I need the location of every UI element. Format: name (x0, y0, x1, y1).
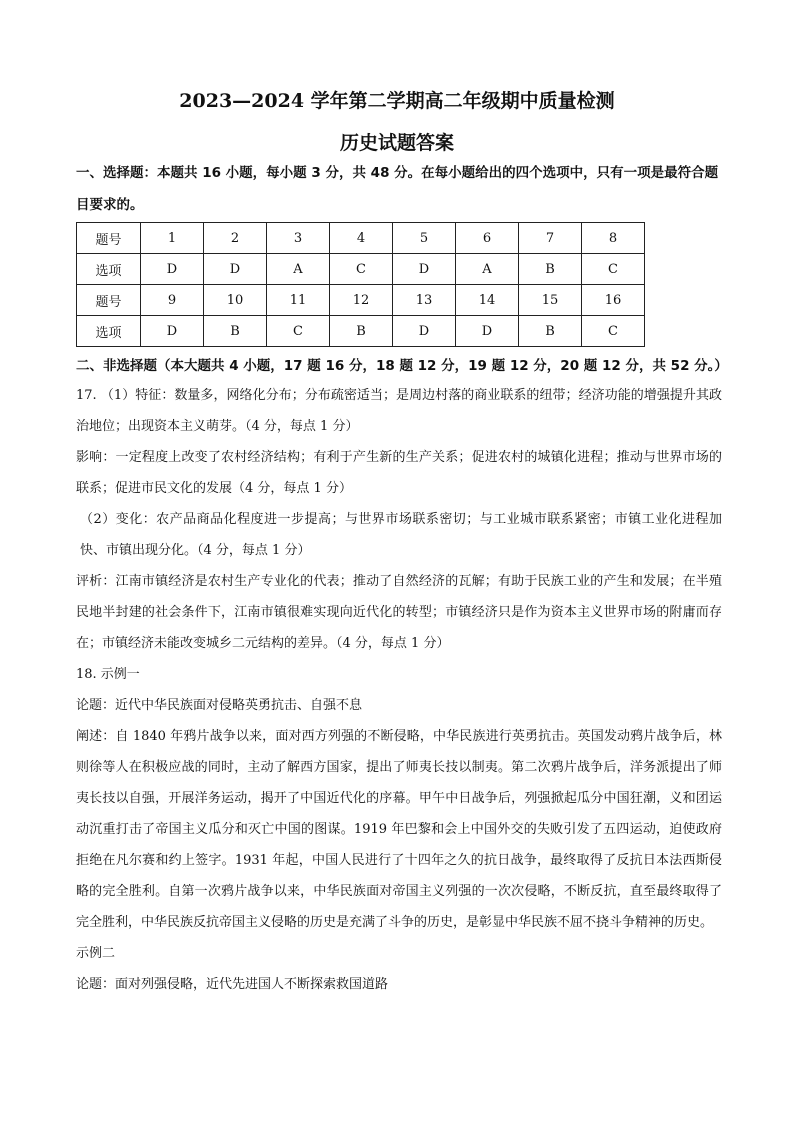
answer-table-cell: D (393, 254, 456, 285)
answer-table-row-header: 选项 (77, 316, 141, 347)
q17-part1-features: 17. （1）特征：数量多，网络化分布；分布疏密适当；是周边村落的商业联系的纽带；经济功能的增强提升其政治地位；出现资本主义萌芽。（4 分，每点 1 分） (76, 388, 722, 434)
answer-table-cell: B (519, 316, 582, 347)
document-subtitle: 历史试题答案 (339, 132, 454, 154)
answer-table-row (77, 223, 645, 254)
answer-table-cell: 11 (267, 285, 330, 316)
answer-table-cell: B (204, 316, 267, 347)
answer-table-cell: 9 (141, 285, 204, 316)
q18-example2-label: 示例二 (76, 946, 116, 961)
answer-table-cell: 5 (393, 223, 456, 254)
answer-table-cell: C (330, 254, 393, 285)
answer-table-cell: A (267, 254, 330, 285)
answer-table-cell: 4 (330, 223, 393, 254)
answer-table-cell: 15 (519, 285, 582, 316)
answer-table-cell: 8 (582, 223, 645, 254)
answer-table-cell: C (582, 254, 645, 285)
answer-table-cell: A (456, 254, 519, 285)
answer-table-row (77, 316, 645, 347)
q18-example1-label: 18. 示例一 (76, 667, 140, 682)
answer-body (76, 380, 722, 1000)
answer-table-cell: 6 (456, 223, 519, 254)
q18-example1-exposition: 阐述：自 1840 年鸦片战争以来，面对西方列强的不断侵略，中华民族进行英勇抗击。英国发动鸦片战争后，林则徐等人在积极应战的同时，主动了解西方国家，提出了师夷长技以制夷。第二次鸦片战争后，洋务派提出了师夷长技以自强，开展洋务运动，揭开了中国近代化的序幕。甲午中日战争后，列强掀起瓜分中国狂潮，义和团运动沉重打击了帝国主义瓜分和灭亡中国的图谋。1919 年巴黎和会上中国外交的失败引发了五四运动，迫使政府拒绝在凡尔赛和约上签字。1931 年起，中国人民进行了十四年之久的抗日战争，最终取得了反抗日本法西斯侵略的完全胜利。自第一次鸦片战争以来，中华民族面对帝国主义列强的一次次侵略，不断反抗，直至最终取得了完全胜利，中华民族反抗帝国主义侵略的历史是充满了斗争的历史，是彰显中华民族不屈不挠斗争精神的历史。 (76, 729, 722, 930)
answer-table-cell: 10 (204, 285, 267, 316)
answer-table-row (77, 254, 645, 285)
answer-table-cell: 16 (582, 285, 645, 316)
q17-part2-changes: （2）变化：农产品商品化程度进一步提高；与世界市场联系密切；与工业城市联系紧密；市镇工业化进程加快、市镇出现分化。（4 分，每点 1 分） (80, 512, 722, 558)
answer-table-cell: D (456, 316, 519, 347)
answer-table-row-header: 题号 (77, 285, 141, 316)
answer-table-cell: 2 (204, 223, 267, 254)
answer-table-cell: 13 (393, 285, 456, 316)
answer-table-cell: 1 (141, 223, 204, 254)
answer-table-row-header: 选项 (77, 254, 141, 285)
answer-table-cell: 12 (330, 285, 393, 316)
answer-table-cell: 14 (456, 285, 519, 316)
answer-table-cell: D (141, 254, 204, 285)
section-1-heading: 一、选择题：本题共 16 小题，每小题 3 分，共 48 分。在每小题给出的四个选项中，只有一项是最符合题目要求的。 (76, 165, 719, 213)
answer-table-cell: 3 (267, 223, 330, 254)
answer-table-cell: B (330, 316, 393, 347)
answer-table (76, 222, 645, 347)
q17-part1-impact: 影响：一定程度上改变了农村经济结构；有利于产生新的生产关系；促进农村的城镇化进程；推动与世界市场的联系；促进市民文化的发展（4 分，每点 1 分） (76, 450, 722, 496)
answer-table-cell: D (204, 254, 267, 285)
answer-table-cell: D (393, 316, 456, 347)
section-2-heading: 二、非选择题（本大题共 4 小题，17 题 16 分，18 题 12 分，19 题 12 分，20 题 12 分，共 52 分。） (76, 358, 728, 374)
answer-table-cell: B (519, 254, 582, 285)
q17-part2-evaluation: 评析：江南市镇经济是农村生产专业化的代表；推动了自然经济的瓦解；有助于民族工业的产生和发展；在半殖民地半封建的社会条件下，江南市镇很难实现向近代化的转型；市镇经济只是作为资本主义世界市场的附庸而存在；市镇经济未能改变城乡二元结构的差异。（4 分，每点 1 分） (76, 574, 722, 651)
q18-example2-thesis: 论题：面对列强侵略，近代先进国人不断探索救国道路 (76, 977, 389, 992)
document-title: 2023—2024 学年第二学期高二年级期中质量检测 (179, 90, 615, 112)
answer-table-row-header: 题号 (77, 223, 141, 254)
answer-table-cell: 7 (519, 223, 582, 254)
answer-table-cell: C (267, 316, 330, 347)
answer-table-cell: C (582, 316, 645, 347)
answer-table-row (77, 285, 645, 316)
answer-table-cell: D (141, 316, 204, 347)
q18-example1-thesis: 论题：近代中华民族面对侵略英勇抗击、自强不息 (76, 698, 363, 713)
